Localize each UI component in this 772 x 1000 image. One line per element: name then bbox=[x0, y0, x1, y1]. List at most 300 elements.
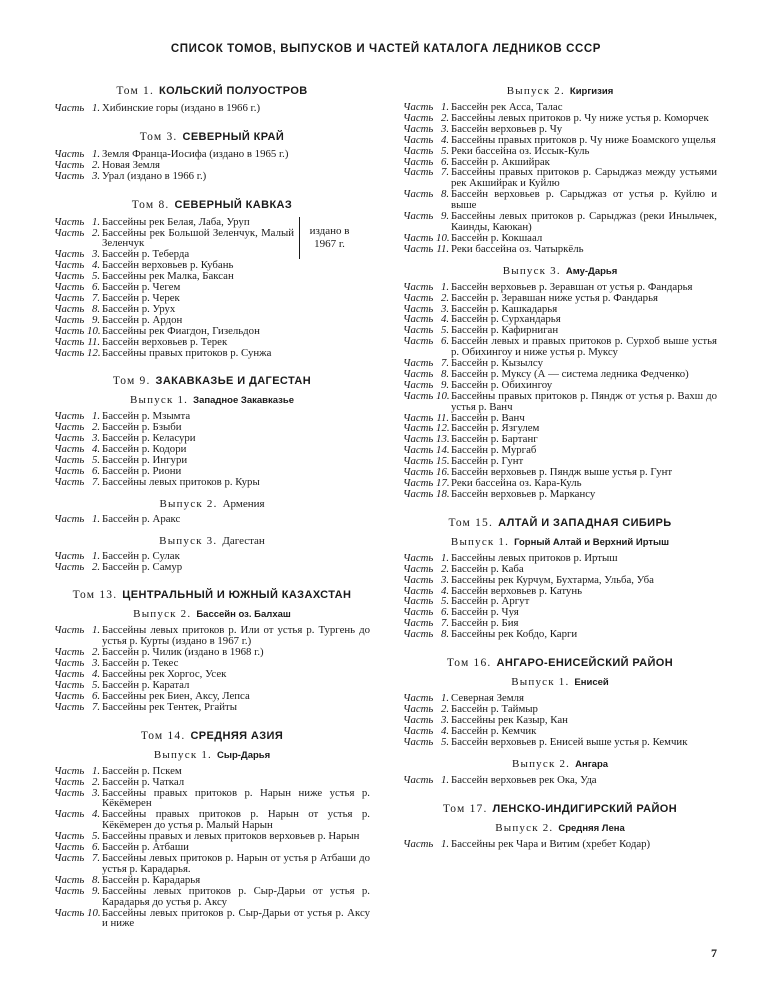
part-entry bbox=[54, 886, 370, 908]
part-word: Часть bbox=[403, 628, 434, 641]
part-number: 7. bbox=[440, 166, 450, 179]
part-label bbox=[54, 788, 102, 810]
part-word: Часть bbox=[54, 512, 85, 525]
part-text: Бассейн р. Атбаши bbox=[102, 841, 189, 854]
issue-label: Выпуск 1. bbox=[511, 676, 570, 689]
part-text: Бассейн верховьев р. Енисей выше устья р. Кемчик bbox=[451, 735, 688, 748]
volume-label: Том 15. bbox=[448, 516, 494, 529]
part-number: 2. bbox=[91, 226, 101, 239]
part-entry bbox=[54, 477, 370, 488]
part-text: Бассейн р. Чаткал bbox=[102, 775, 185, 788]
part-number: 7. bbox=[91, 291, 101, 304]
part-number: 1. bbox=[91, 215, 101, 228]
part-number: 5. bbox=[440, 735, 450, 748]
part-text: Бассейн р. Кашкадарья bbox=[451, 302, 558, 315]
part-word: Часть bbox=[54, 624, 85, 637]
part-entry bbox=[403, 135, 717, 146]
part-list bbox=[403, 839, 717, 850]
volume-label: Том 3. bbox=[139, 130, 178, 143]
part-word: Часть bbox=[54, 775, 85, 788]
part-number: 1. bbox=[91, 764, 101, 777]
part-number: 1. bbox=[91, 549, 101, 562]
part-text: Бассейны правых притоков р. Сунжа bbox=[102, 346, 272, 359]
part-number: 3. bbox=[91, 657, 101, 670]
page-title: СПИСОК ТОМОВ, ВЫПУСКОВ И ЧАСТЕЙ КАТАЛОГА ЛЕДНИКОВ СССР bbox=[170, 43, 602, 55]
issue-name: Средняя Лена bbox=[558, 822, 625, 834]
part-label bbox=[54, 103, 102, 114]
part-entry bbox=[403, 189, 717, 211]
part-label bbox=[54, 477, 102, 488]
part-text: Бассейны правых и левых притоков верховьев р. Нарын bbox=[102, 830, 360, 843]
part-text: Бассейны рек Курчум, Бухтарма, Ульба, Уба bbox=[451, 573, 654, 586]
part-number: 1. bbox=[440, 773, 450, 786]
part-text: Бассейн р. Пскем bbox=[102, 764, 182, 777]
right-column bbox=[403, 84, 717, 865]
part-label bbox=[403, 336, 451, 358]
part-text: Бассейн р. Бзыби bbox=[102, 421, 182, 434]
part-text: Бассейн р. Кафирниган bbox=[451, 324, 559, 337]
part-text: Бассейн р. Урух bbox=[102, 302, 176, 315]
volume-label: Том 1. bbox=[116, 85, 155, 97]
part-number: 3. bbox=[440, 713, 450, 726]
part-word: Часть bbox=[54, 679, 85, 691]
part-number: 10. bbox=[436, 389, 450, 402]
part-text: Бассейн р. Кокшаал bbox=[451, 231, 543, 244]
part-text: Бассейны рек Казыр, Кан bbox=[451, 713, 568, 726]
part-number: 5. bbox=[91, 454, 101, 467]
issue-name: Енисей bbox=[574, 677, 609, 689]
part-text: Бассейн верховьев р. Чу bbox=[451, 122, 563, 135]
part-number: 13. bbox=[436, 433, 450, 446]
issue-label: Выпуск 2. bbox=[133, 608, 192, 621]
bracketed-group bbox=[54, 217, 370, 359]
part-number: 1. bbox=[91, 512, 101, 525]
part-word: Часть bbox=[403, 367, 434, 380]
part-text: Бассейн р. Чуя bbox=[451, 606, 519, 619]
part-text: Бассейны рек Чара и Витим (хребет Кодар) bbox=[451, 837, 651, 850]
part-word: Часть bbox=[403, 122, 434, 135]
publication-note: издано в 1967 г. bbox=[299, 217, 359, 259]
part-list bbox=[54, 551, 370, 573]
part-entry bbox=[54, 702, 370, 713]
issue-heading bbox=[54, 607, 370, 622]
part-number: 2. bbox=[440, 702, 450, 715]
part-list bbox=[403, 102, 717, 255]
part-text: Бассейн р. Самур bbox=[102, 560, 183, 573]
part-word: Часть bbox=[403, 584, 434, 597]
part-number: 8. bbox=[440, 188, 450, 201]
volume-spacer bbox=[54, 938, 370, 945]
volume-heading bbox=[54, 729, 370, 743]
volume-name: СЕВЕРНЫЙ КАВКАЗ bbox=[174, 198, 293, 211]
part-word: Часть bbox=[54, 454, 85, 467]
part-word: Часть bbox=[54, 873, 85, 886]
part-number: 3. bbox=[440, 302, 450, 315]
part-text: Бассейн р. Теберда bbox=[102, 248, 190, 261]
part-word: Часть bbox=[54, 215, 85, 228]
part-word: Часть bbox=[54, 259, 85, 272]
part-entry bbox=[54, 551, 370, 562]
part-word: Часть bbox=[403, 210, 434, 223]
part-entry bbox=[403, 146, 717, 157]
part-list bbox=[403, 553, 717, 640]
part-word: Часть bbox=[403, 411, 434, 424]
part-text: Бассейн левых и правых притоков р. Сурхоб выше устья р. Обихингоу и ниже устья р. Муксу bbox=[451, 335, 717, 359]
part-number: 2. bbox=[91, 158, 101, 171]
part-entry bbox=[403, 391, 717, 413]
part-text: Бассейн р. Сулак bbox=[102, 549, 180, 562]
part-label bbox=[54, 886, 102, 908]
part-word: Часть bbox=[403, 735, 434, 748]
part-number: 6. bbox=[91, 841, 101, 854]
part-text: Бассейны рек Кобдо, Карги bbox=[451, 628, 578, 641]
issue-label: Выпуск 2. bbox=[159, 497, 218, 510]
part-number: 17. bbox=[436, 477, 450, 489]
volume-name: АЛТАЙ И ЗАПАДНАЯ СИБИРЬ bbox=[498, 516, 672, 529]
part-word: Часть bbox=[403, 466, 434, 479]
volume-spacer bbox=[403, 509, 717, 516]
part-number: 11. bbox=[436, 411, 450, 424]
part-number: 2. bbox=[440, 562, 450, 575]
part-word: Часть bbox=[54, 657, 85, 670]
part-number: 5. bbox=[440, 324, 450, 337]
part-word: Часть bbox=[403, 389, 434, 402]
part-number: 9. bbox=[91, 884, 101, 897]
part-number: 5. bbox=[91, 270, 101, 283]
part-number: 8. bbox=[91, 873, 101, 886]
part-text: Бассейн р. Карадарья bbox=[102, 873, 201, 886]
part-word: Часть bbox=[54, 248, 85, 261]
part-word: Часть bbox=[54, 549, 85, 562]
part-text: Бассейн р. Черек bbox=[102, 291, 180, 304]
part-text: Новая Земля bbox=[102, 158, 160, 171]
part-word: Часть bbox=[403, 242, 434, 255]
volume-label: Том 13. bbox=[72, 589, 118, 602]
part-text: Бассейн р. Ванч bbox=[451, 411, 525, 424]
volume-name: АНГАРО-ЕНИСЕЙСКИЙ РАЙОН bbox=[496, 657, 674, 670]
part-number: 3. bbox=[91, 248, 101, 261]
part-number: 10. bbox=[87, 906, 101, 919]
part-word: Часть bbox=[403, 595, 434, 608]
part-word: Часть bbox=[403, 302, 434, 315]
part-word: Часть bbox=[54, 335, 85, 348]
part-number: 12. bbox=[87, 346, 101, 359]
part-text: Бассейны правых притоков р. Нарын от устья р. Кёкёмерен до устья р. Малый Нарын bbox=[102, 808, 370, 832]
part-word: Часть bbox=[403, 144, 434, 157]
part-entry bbox=[403, 737, 717, 748]
part-entry bbox=[54, 348, 370, 359]
issue-name: Ангара bbox=[575, 758, 609, 770]
volume-label: Том 14. bbox=[140, 729, 186, 742]
part-number: 1. bbox=[91, 410, 101, 423]
part-number: 3. bbox=[440, 573, 450, 586]
volume-spacer bbox=[403, 858, 717, 865]
part-text: Бассейн р. Чилик (издано в 1968 г.) bbox=[102, 646, 264, 659]
part-text: Бассейн р. Сурхандарья bbox=[451, 313, 561, 326]
part-word: Часть bbox=[54, 841, 85, 854]
issue-heading bbox=[54, 497, 370, 511]
part-word: Часть bbox=[403, 291, 434, 304]
part-entry bbox=[54, 625, 370, 647]
part-list bbox=[54, 766, 370, 930]
part-text: Бассейны рек Большой Зеленчук, Малый Зеленчук bbox=[102, 226, 294, 250]
part-list bbox=[403, 775, 717, 786]
part-number: 18. bbox=[436, 487, 450, 500]
part-word: Часть bbox=[54, 102, 85, 114]
part-word: Часть bbox=[403, 713, 434, 726]
part-word: Часть bbox=[403, 551, 434, 564]
issue-name: Аму-Дарья bbox=[565, 265, 618, 277]
issue-heading bbox=[54, 748, 370, 763]
part-word: Часть bbox=[54, 646, 85, 659]
part-number: 2. bbox=[91, 775, 101, 788]
part-number: 4. bbox=[440, 724, 450, 737]
volume-name: СЕВЕРНЫЙ КРАЙ bbox=[182, 130, 285, 143]
volume-spacer bbox=[54, 123, 370, 130]
part-text: Бассейн верховьев р. Пяндж выше устья р. Гунт bbox=[451, 466, 673, 479]
part-text: Бассейн рек Асса, Талас bbox=[451, 101, 563, 113]
part-text: Бассейн р. Муксу (А — система ледника Федченко) bbox=[451, 367, 689, 380]
issue-label: Выпуск 1. bbox=[153, 748, 212, 761]
part-text: Бассейны рек Малка, Баксан bbox=[102, 270, 234, 283]
part-number: 3. bbox=[91, 169, 101, 182]
part-text: Бассейн р. Мзымта bbox=[102, 410, 191, 423]
part-number: 8. bbox=[440, 628, 450, 641]
part-text: Бассейны рек Биен, Аксу, Лепса bbox=[102, 689, 250, 702]
issue-heading bbox=[403, 264, 717, 279]
part-entry bbox=[54, 562, 370, 573]
part-text: Бассейны правых притоков р. Сарыджаз между устьями рек Акшийрак и Куйлю bbox=[451, 166, 717, 190]
part-word: Часть bbox=[54, 668, 85, 681]
part-number: 9. bbox=[91, 313, 101, 326]
volume-heading bbox=[54, 374, 370, 388]
part-word: Часть bbox=[403, 231, 434, 244]
part-number: 8. bbox=[91, 302, 101, 315]
part-text: Бассейн р. Ингури bbox=[102, 454, 188, 467]
part-entry bbox=[54, 337, 370, 348]
page-number: 7 bbox=[711, 946, 717, 960]
issue-label: Выпуск 1. bbox=[450, 535, 510, 548]
part-text: Бассейны правых притоков р. Пяндж от устья р. Вахш до устья р. Ванч bbox=[451, 389, 717, 413]
part-number: 9. bbox=[440, 378, 450, 391]
part-word: Часть bbox=[54, 169, 85, 182]
part-number: 4. bbox=[91, 808, 101, 821]
part-label bbox=[54, 853, 102, 875]
part-text: Бассейны рек Тентек, Ргайты bbox=[102, 700, 238, 713]
part-text: Земля Франца-Иосифа (издано в 1965 г.) bbox=[102, 147, 289, 160]
part-number: 11. bbox=[436, 242, 450, 255]
part-entry bbox=[54, 766, 370, 777]
issue-heading bbox=[403, 757, 717, 772]
part-text: Бассейн р. Келасури bbox=[102, 432, 196, 445]
part-label bbox=[403, 839, 451, 850]
part-text: Бассейны правых притоков р. Чу ниже Боамского ущелья bbox=[451, 133, 716, 146]
part-number: 7. bbox=[91, 851, 101, 864]
part-entry bbox=[403, 293, 717, 304]
part-label bbox=[403, 244, 451, 255]
part-text: Бассейн верховьев р. Сарыджаз от устья р. Куйлю и выше bbox=[451, 188, 717, 212]
part-list bbox=[403, 693, 717, 748]
part-label bbox=[403, 737, 451, 748]
part-word: Часть bbox=[54, 281, 85, 294]
volume-spacer bbox=[403, 795, 717, 802]
part-text: Бассейны левых притоков р. Иртыш bbox=[451, 551, 618, 564]
part-text: Бассейн р. Кемчик bbox=[451, 724, 537, 737]
part-number: 5. bbox=[91, 679, 101, 691]
part-word: Часть bbox=[403, 280, 434, 293]
part-list bbox=[54, 217, 370, 359]
part-text: Бассейны рек Фиагдон, Гизельдон bbox=[102, 324, 260, 337]
issue-heading bbox=[403, 821, 717, 836]
part-word: Часть bbox=[403, 837, 434, 850]
part-number: 2. bbox=[440, 111, 450, 124]
part-word: Часть bbox=[54, 147, 85, 160]
part-entry bbox=[54, 777, 370, 788]
part-list bbox=[54, 149, 370, 182]
part-number: 6. bbox=[440, 606, 450, 619]
part-label bbox=[54, 908, 102, 930]
part-text: Бассейны левых притоков р. Сыр-Дарьи от устья р. Карадарья до устья р. Аксу bbox=[102, 884, 370, 908]
part-text: Бассейны левых притоков р. Или от устья р. Тургень до устья р. Курты (издано в 1967 г.) bbox=[102, 624, 370, 648]
part-text: Урал (издано в 1966 г.) bbox=[102, 169, 207, 182]
part-number: 2. bbox=[91, 560, 101, 573]
part-number: 16. bbox=[436, 466, 450, 479]
part-number: 4. bbox=[91, 259, 101, 272]
issue-heading bbox=[403, 675, 717, 690]
part-word: Часть bbox=[403, 562, 434, 575]
part-number: 6. bbox=[91, 281, 101, 294]
part-text: Хибинские горы (издано в 1966 г.) bbox=[102, 102, 261, 114]
part-text: Бассейн р. Акшийрак bbox=[451, 155, 550, 168]
volume-label: Том 17. bbox=[442, 802, 488, 815]
part-number: 2. bbox=[440, 291, 450, 304]
volume-heading bbox=[54, 84, 370, 98]
part-number: 2. bbox=[91, 421, 101, 434]
part-entry bbox=[403, 244, 717, 255]
part-word: Часть bbox=[403, 606, 434, 619]
part-word: Часть bbox=[403, 155, 434, 168]
part-word: Часть bbox=[403, 773, 434, 786]
issue-heading bbox=[403, 84, 717, 99]
volume-name: ЦЕНТРАЛЬНЫЙ И ЮЖНЫЙ КАЗАХСТАН bbox=[122, 589, 352, 602]
part-entry bbox=[54, 908, 370, 930]
part-number: 11. bbox=[87, 335, 101, 348]
part-label bbox=[54, 348, 102, 359]
issue-heading bbox=[54, 534, 370, 548]
part-entry bbox=[403, 839, 717, 850]
part-text: Бассейн р. Аракс bbox=[102, 512, 181, 525]
issue-label: Выпуск 3. bbox=[159, 534, 218, 547]
part-label bbox=[403, 629, 451, 640]
part-text: Бассейны левых притоков р. Сыр-Дарьи от устья р. Аксу и ниже bbox=[102, 906, 370, 930]
volume-name: КОЛЬСКИЙ ПОЛУОСТРОВ bbox=[159, 85, 308, 97]
part-number: 7. bbox=[440, 357, 450, 370]
volume-heading bbox=[403, 516, 717, 530]
part-word: Часть bbox=[403, 444, 434, 457]
part-text: Бассейны левых притоков р. Сарыджаз (реки Иныльчек, Каинды, Каюкан) bbox=[451, 210, 717, 233]
part-text: Бассейн р. Чегем bbox=[102, 281, 181, 294]
part-word: Часть bbox=[403, 111, 434, 124]
part-entry bbox=[54, 514, 370, 525]
part-word: Часть bbox=[403, 433, 434, 446]
part-number: 1. bbox=[440, 837, 450, 850]
volume-heading bbox=[54, 130, 370, 144]
volume-heading bbox=[403, 802, 717, 816]
issue-name: Киргизия bbox=[569, 86, 614, 97]
part-entry bbox=[403, 211, 717, 233]
part-text: Бассейн р. Кызылсу bbox=[451, 357, 543, 370]
part-word: Часть bbox=[54, 700, 85, 713]
part-entry bbox=[54, 103, 370, 114]
issue-name: Сыр-Дарья bbox=[216, 749, 271, 761]
part-text: Бассейн р. Таймыр bbox=[451, 702, 538, 715]
part-label bbox=[403, 489, 451, 500]
part-number: 6. bbox=[91, 464, 101, 477]
part-word: Часть bbox=[403, 455, 434, 468]
part-label bbox=[403, 189, 451, 211]
part-text: Бассейны левых притоков р. Нарын от устья р Атбаши до устья р. Карадарья. bbox=[102, 851, 370, 875]
issue-name: Дагестан bbox=[222, 534, 265, 547]
part-word: Часть bbox=[54, 346, 85, 359]
part-word: Часть bbox=[403, 422, 434, 435]
volume-heading bbox=[54, 588, 370, 602]
part-text: Бассейн р. Аргут bbox=[451, 595, 530, 608]
part-word: Часть bbox=[54, 270, 85, 283]
part-entry bbox=[403, 775, 717, 786]
part-number: 1. bbox=[440, 280, 450, 293]
part-text: Бассейн верховьев р. Катунь bbox=[451, 584, 583, 597]
part-text: Бассейн р. Бартанг bbox=[451, 433, 538, 446]
part-number: 7. bbox=[440, 617, 450, 630]
part-word: Часть bbox=[403, 313, 434, 326]
part-word: Часть bbox=[403, 335, 434, 348]
volume-heading bbox=[54, 198, 370, 212]
part-number: 6. bbox=[440, 335, 450, 348]
volume-spacer bbox=[54, 722, 370, 729]
volume-spacer bbox=[54, 191, 370, 198]
part-word: Часть bbox=[54, 410, 85, 423]
part-text: Бассейн р. Каба bbox=[451, 562, 524, 575]
part-number: 10. bbox=[436, 231, 450, 244]
part-entry bbox=[54, 853, 370, 875]
issue-heading bbox=[54, 393, 370, 408]
part-word: Часть bbox=[54, 421, 85, 434]
volume-name: ЛЕНСКО-ИНДИГИРСКИЙ РАЙОН bbox=[492, 802, 678, 815]
part-number: 5. bbox=[440, 595, 450, 608]
part-text: Бассейн р. Обихингоу bbox=[451, 378, 553, 391]
volume-label: Том 8. bbox=[131, 198, 170, 211]
part-word: Часть bbox=[403, 573, 434, 586]
part-word: Часть bbox=[403, 188, 434, 201]
part-list bbox=[54, 625, 370, 712]
part-number: 2. bbox=[91, 646, 101, 659]
part-word: Часть bbox=[54, 475, 85, 488]
part-list bbox=[54, 103, 370, 114]
part-word: Часть bbox=[54, 443, 85, 456]
part-text: Северная Земля bbox=[451, 692, 524, 705]
part-word: Часть bbox=[403, 357, 434, 370]
issue-label: Выпуск 2. bbox=[506, 85, 565, 97]
part-text: Реки бассейна оз. Чатыркёль bbox=[451, 242, 584, 255]
part-word: Часть bbox=[54, 226, 85, 239]
part-word: Часть bbox=[54, 324, 85, 337]
part-number: 5. bbox=[440, 144, 450, 157]
part-number: 1. bbox=[440, 101, 450, 113]
part-word: Часть bbox=[54, 851, 85, 864]
part-text: Бассейн р. Бия bbox=[451, 617, 519, 630]
part-text: Бассейн р. Кодори bbox=[102, 443, 187, 456]
part-entry bbox=[403, 282, 717, 293]
